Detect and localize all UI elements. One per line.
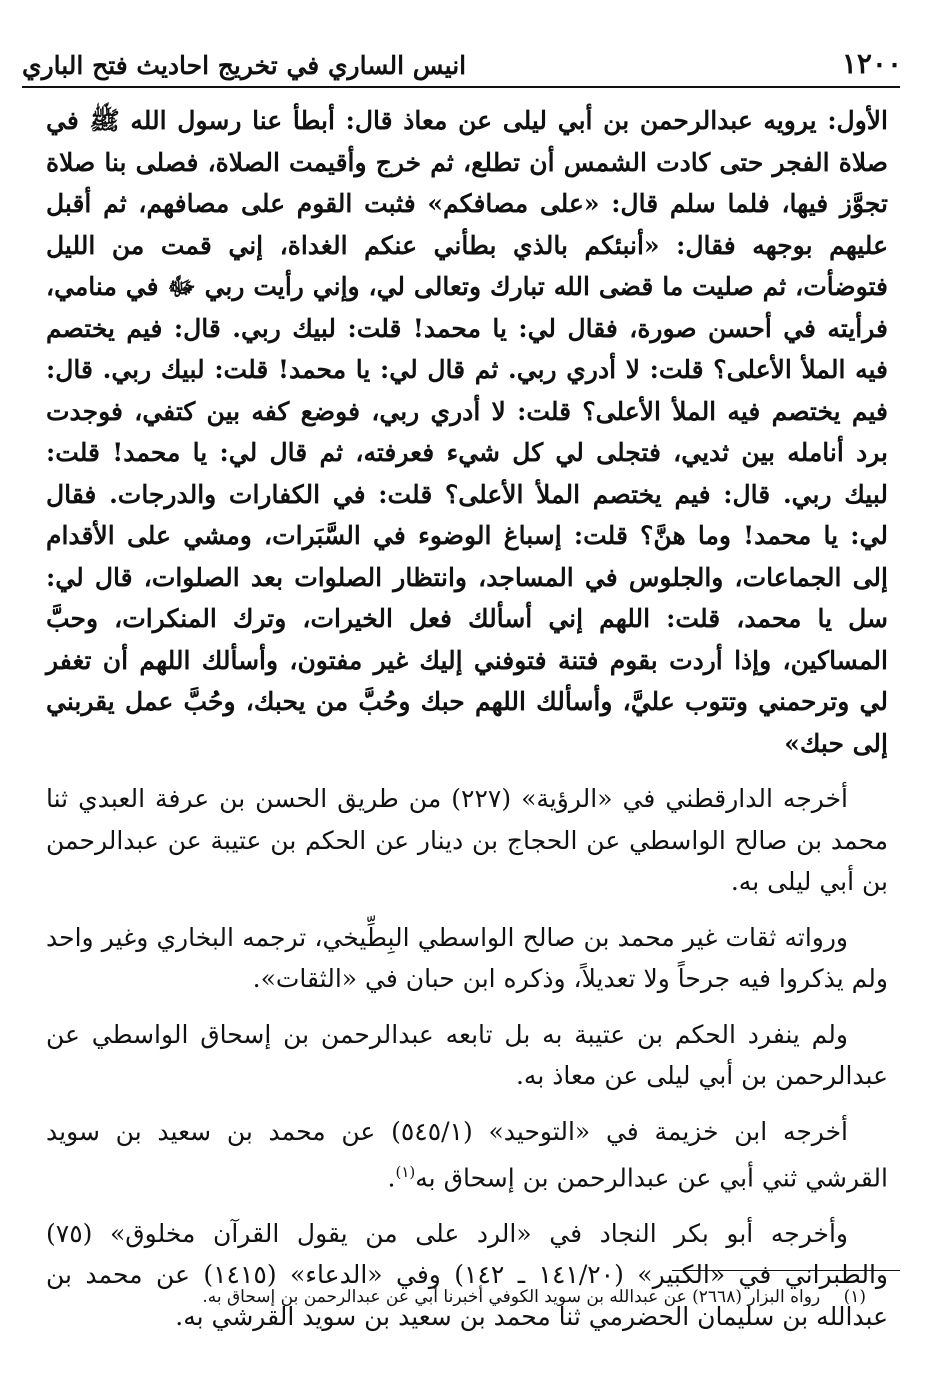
footnote-mark: (١): [843, 1287, 866, 1307]
footnote-reference[interactable]: (١): [395, 1163, 416, 1181]
page-number: ١٢٠٠: [841, 47, 902, 80]
paragraph-najjad: وأخرجه أبو بكر النجاد في «الرد على من يقول القرآن مخلوق» (٧٥) والطبراني في «الكبير» (١٤١/٢٠ ـ ١٤٢) وفي «الدعاء» (١٤١٥) عن محمد بن عبدالله بن سليمان الحضرمي ثنا محمد بن سعيد بن سويد القرشي به.: [46, 1218, 888, 1331]
paragraph-lead: الأول:: [827, 106, 888, 135]
paragraph-tail: .: [387, 1163, 396, 1193]
main-text: [46, 100, 888, 1337]
paragraph-ibn-khuzayma: [46, 1111, 888, 1199]
footnote-text: رواه البزار (٢٦٦٨) عن عبدالله بن سويد الكوفي أخبرنا أبي عن عبدالرحمن بن إسحاق به.: [202, 1287, 821, 1307]
paragraph-text: أخرجه ابن خزيمة في «التوحيد» (٥٤٥/١) عن محمد بن سعيد بن سويد القرشي ثني أبي عن عبدالرحمن بن إسحاق به: [46, 1116, 888, 1193]
paragraph-daraqutni: أخرجه الدارقطني في «الرؤية» (٢٢٧) من طريق الحسن بن عرفة العبدي ثنا محمد بن صالح الواسطي عن الحجاج بن دينار عن الحكم بن عتيبة عن عبدالرحمن بن أبي ليلى به.: [46, 784, 888, 896]
footnote: [46, 1284, 866, 1310]
header-rule: [22, 86, 900, 88]
paragraph-first-hadith: [46, 100, 888, 764]
page-header: [22, 40, 902, 80]
footnote-rule: [672, 1270, 900, 1271]
paragraph-mutabaa: ولم ينفرد الحكم بن عتيبة به بل تابعه عبدالرحمن بن إسحاق الواسطي عن عبدالرحمن بن أبي ليلى عن معاذ به.: [46, 1019, 888, 1090]
paragraph-text: يرويه عبدالرحمن بن أبي ليلى عن معاذ قال: أبطأ عنا رسول الله ﷺ في صلاة الفجر حتى كادت الشمس أن تطلع، ثم خرج وأقيمت الصلاة، فصلى بنا صلاة تجوَّز فيها، فلما سلم قال: «على مصافكم» فثبت القوم على مصافهم، ثم أقبل عليهم بوجهه فقال: «أنبئكم بالذي بطأني عنكم الغداة، إني قمت من الليل فتوضأت، ثم صليت ما قضى الله تبارك وتعالى لي، وإني رأيت ربي ﷻ في منامي، فرأيته في أحسن صورة، فقال لي: يا محمد! قلت: لبيك ربي. قال: فيم يختصم فيه الملأ الأعلى؟ قلت: لا أدري ربي. ثم قال لي: يا محمد! قلت: لبيك ربي. قال: فيم يختصم فيه الملأ الأعلى؟ قلت: لا أدري ربي، فوضع كفه بين كتفي، فوجدت برد أنامله بين ثديي، فتجلى لي كل شيء فعرفته، ثم قال لي: يا محمد! قلت: لبيك ربي. قال: فيم يختصم الملأ الأعلى؟ قلت: في الكفارات والدرجات. فقال لي: يا محمد! وما هنَّ؟ قلت: إسباغ الوضوء في السَّبَرات، ومشي على الأقدام إلى الجماعات، والجلوس في المساجد، وانتظار الصلوات بعد الصلوات، قال لي: سل يا محمد، قلت: اللهم إني أسألك فعل الخيرات، وترك المنكرات، وحبَّ المساكين، وإذا أردت بقوم فتنة فتوفني إليك غير مفتون، وأسألك اللهم أن تغفر لي وترحمني وتتوب عليَّ، وأسألك اللهم حبك وحُبَّ من يحبك، وحُبَّ عمل يقربني إلى حبك»: [46, 106, 888, 758]
running-title: انيس الساري في تخريج احاديث فتح الباري: [22, 51, 467, 80]
paragraph-narrators: ورواته ثقات غير محمد بن صالح الواسطي البِطِّيخي، ترجمه البخاري وغير واحد ولم يذكروا فيه جرحاً ولا تعديلاً، وذكره ابن حبان في «الثقات».: [46, 922, 888, 993]
